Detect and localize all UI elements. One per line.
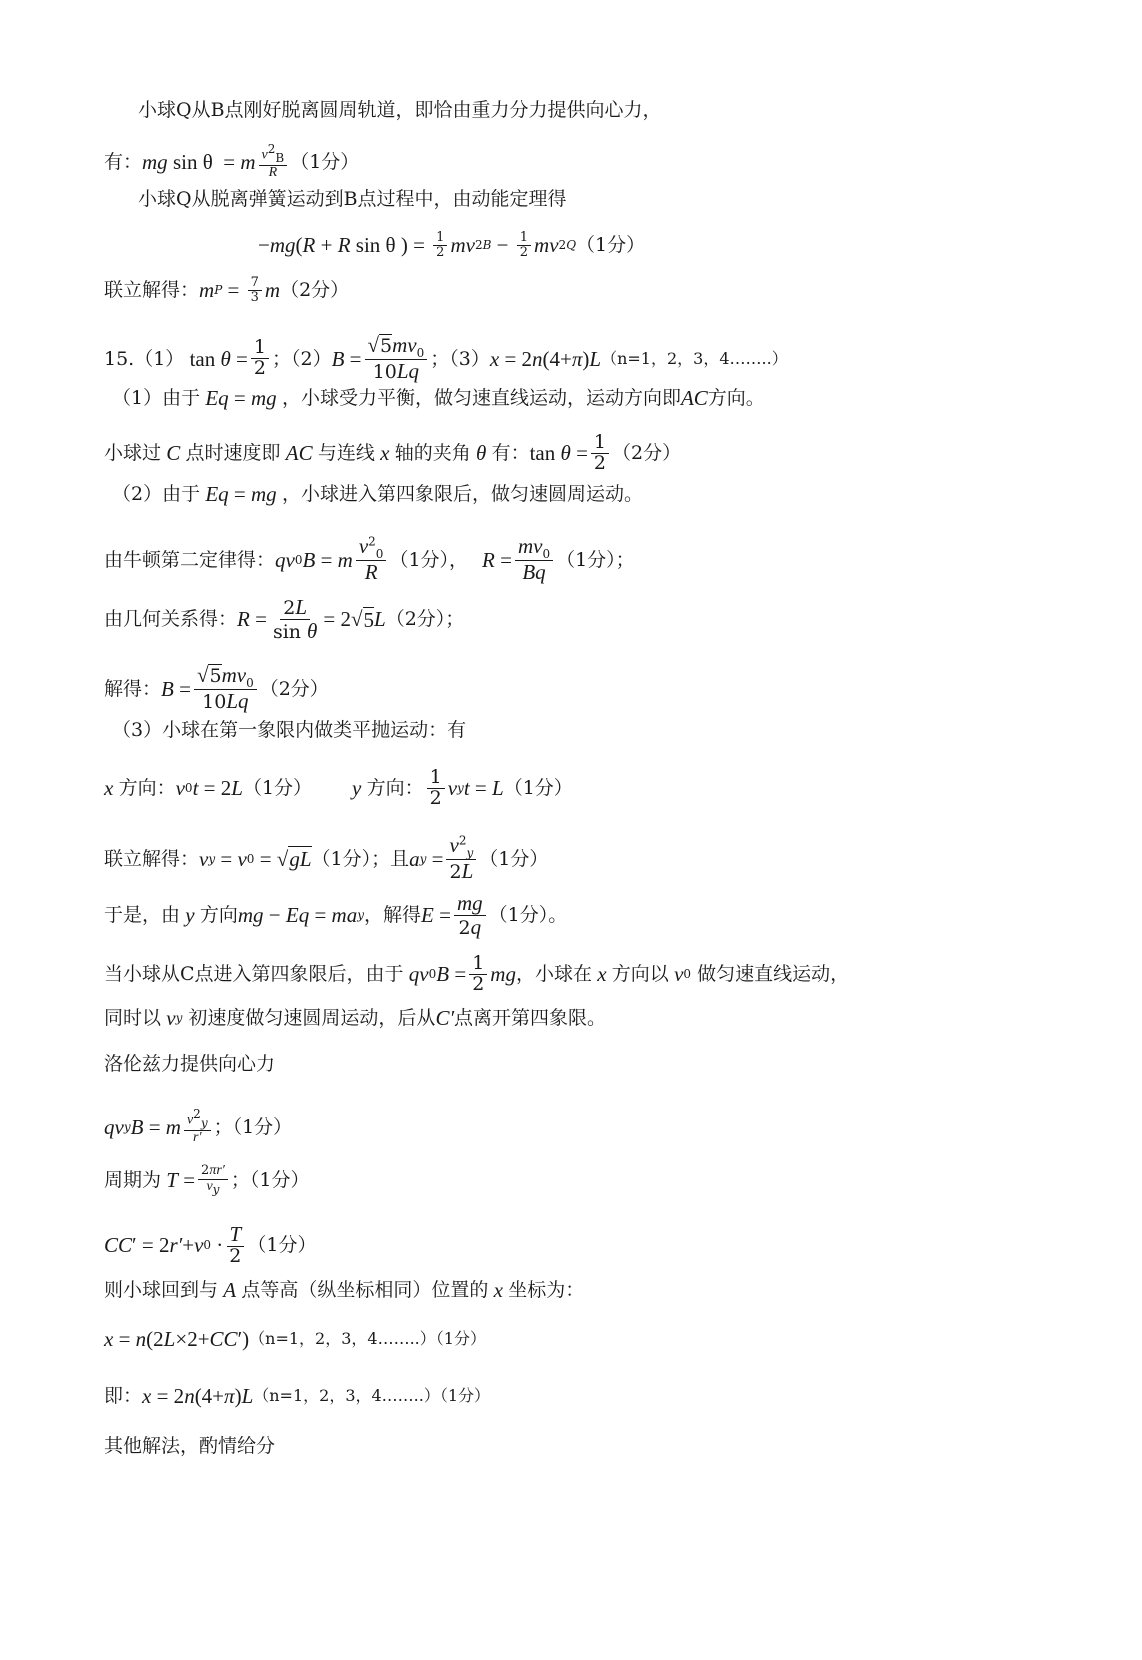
- text: 联立解得：: [104, 279, 200, 302]
- part3-lorentz-equation: qv y B = m $\frac{v^2_y}{r'}$ ；（1分）: [104, 1107, 293, 1145]
- n-range: （n=1，2，3，4……..）: [601, 348, 788, 368]
- part3-x-final: 即： x = 2 n (4+ π ) L （n=1，2，3，4……..）（1分）: [104, 1384, 491, 1408]
- text: 解得：: [104, 677, 162, 700]
- score: ；（1分）: [213, 1115, 293, 1138]
- part1-line2: 小球过 C 点时速度即 AC 与连线 x 轴的夹角 θ 有： tan θ = $\frac{1}{2}$ （2分）: [104, 431, 682, 474]
- text: 则小球回到与: [104, 1279, 219, 1301]
- text: 做匀速直线运动，: [697, 963, 850, 986]
- score: （1分）；且: [311, 847, 410, 870]
- part3-period: 周期为 T = $\frac{2\pi r'}{v_y}$ ；（1分）: [104, 1163, 310, 1197]
- text: ，小球在: [515, 963, 592, 986]
- part3-solve-e: 于是，由 y 方向 mg − Eq = ma y ，解得 E = $\frac{mg}{2q}$ （1分）。: [104, 891, 568, 939]
- score: （2分）: [259, 677, 329, 700]
- part3-circular-motion: 同时以 v y 初速度做匀速圆周运动，后从 C′ 点离开第四象限。: [104, 1006, 607, 1030]
- part2-newton: 由牛顿第二定律得： qv 0 B = m $\frac{v^2_0}{R}$ （1分）， R = $\frac{mv_0}{Bq}$ （1分）；: [104, 534, 635, 585]
- score: （1分）: [479, 847, 549, 870]
- text: 即：: [104, 1385, 143, 1407]
- text: 有：: [104, 150, 143, 173]
- part3-cc-prime: CC ′ = 2 r′ + v 0 · $\frac{T}{2}$ （1分）: [104, 1222, 317, 1267]
- text: ；（3）: [430, 347, 490, 370]
- text: ，解得: [364, 904, 422, 927]
- other-methods-note: [104, 1434, 1102, 1458]
- part3-x-general: x = n (2 L ×2+ CC ′) （n=1，2，3，4……..）（1分）: [104, 1327, 486, 1351]
- text: 于是，由: [104, 904, 181, 927]
- q15-answers: 15.（1） tan θ = $\frac{1}{2}$ ；（2） B = $\frac{√5mv_0}{10Lq}$ ；（3） x = 2 n (4+ π ) L （n=1，2，3，4……..）: [104, 333, 788, 384]
- text: 同时以: [104, 1007, 162, 1029]
- line-solve-mp: 联立解得： m P = $\frac{7}{3}$ m （2分）: [104, 275, 350, 305]
- text: 方向：: [118, 777, 176, 800]
- text: ，小球进入第四象限后，做匀速圆周运动。: [281, 483, 643, 505]
- text: 周期为: [104, 1168, 162, 1191]
- text: 坐标为：: [508, 1279, 585, 1301]
- text: 其他解法，酌情给分: [104, 1435, 276, 1457]
- score: （2分）: [280, 279, 350, 302]
- score: （2分）；: [385, 608, 465, 631]
- text: 点离开第四象限。: [454, 1007, 607, 1029]
- text: 与连线: [317, 442, 375, 465]
- n-range-score: （n=1，2，3，4……..）（1分）: [253, 1386, 491, 1405]
- line-energy-equation: − mg ( R + R sin θ ) = $\frac{1}{2}$ mv 2 B − $\frac{1}{2}$ mv 2 Q （1分）: [258, 230, 646, 260]
- text: 点等高（纵坐标相同）位置的: [241, 1279, 489, 1301]
- part3-fourth-quadrant: 当小球从C点进入第四象限后，由于 qv 0 B = $\frac{1}{2}$ mg ，小球在 x 方向以 v 0 做匀速直线运动，: [104, 952, 850, 995]
- formula: mg: [142, 149, 168, 174]
- score: ；（1分）: [230, 1168, 310, 1191]
- line-ball-q-leaves-track: [138, 98, 1102, 122]
- text: 洛伦兹力提供向心力: [104, 1053, 276, 1075]
- score: （2分）: [612, 442, 682, 465]
- text: 轴的夹角: [394, 442, 471, 465]
- n-range-score: （n=1，2，3，4……..）（1分）: [249, 1329, 486, 1348]
- score: （1分）: [576, 234, 646, 257]
- score: （1分）: [290, 150, 360, 173]
- fraction-vb2-over-r: $\frac{v^2_B}{R}$: [259, 143, 288, 180]
- part2-geometry: 由几何关系得： R = $\frac{2L}{\text{sin θ}}$ = 2√ 5 L （2分）；: [104, 595, 465, 643]
- text: 初速度做匀速圆周运动，后从: [188, 1007, 436, 1029]
- text: 点时速度即: [185, 442, 281, 465]
- text: 方向。: [707, 387, 765, 409]
- part2-line1: （2）由于 Eq = mg ，小球进入第四象限后，做匀速圆周运动。: [112, 482, 643, 506]
- part1-line1: （1）由于 Eq = mg ，小球受力平衡，做匀速直线运动，运动方向即 AC 方向。: [112, 386, 765, 410]
- question-number: 15.（1）: [104, 347, 185, 370]
- text: 小球过: [104, 442, 162, 465]
- text: 由几何关系得：: [104, 608, 238, 631]
- score: （1分）。: [488, 904, 568, 927]
- text: 小球Q从B点刚好脱离圆周轨道，即恰由重力分力提供向心力，: [138, 99, 662, 121]
- score: （1分）；: [556, 548, 635, 571]
- text: ；（2）: [271, 347, 332, 370]
- part3-components: x 方向： v 0 t = 2 L （1分） y 方向： $\frac{1}{2}$ v y t = L （1分）: [104, 766, 573, 809]
- text: 当小球从C点进入第四象限后，由于: [104, 963, 404, 986]
- text: 小球Q从脱离弹簧运动到B点过程中，由动能定理得: [138, 188, 567, 210]
- text: （1）由于: [112, 387, 201, 409]
- line-centripetal-equation: 有： mg sin θ = m $\frac{v^2_B}{R}$ （1分）: [104, 142, 360, 180]
- text: （3）小球在第一象限内做类平抛运动：有: [112, 719, 467, 741]
- text: 方向以: [611, 963, 669, 986]
- text: 方向: [199, 904, 238, 927]
- text: （2）由于: [112, 483, 201, 505]
- part2-result: 解得： B = $\frac{√5mv_0}{10Lq}$ （2分）: [104, 663, 329, 714]
- score: （1分）: [503, 777, 573, 800]
- text: ，小球受力平衡，做匀速直线运动，运动方向即: [281, 387, 681, 409]
- score: （1分）: [247, 1233, 317, 1256]
- line-energy-theorem-intro: [138, 187, 1102, 211]
- text: 有：: [491, 442, 530, 465]
- score: （1分），: [389, 548, 469, 571]
- text: 方向：: [366, 777, 424, 800]
- part3-return-intro: 则小球回到与 A 点等高（纵坐标相同）位置的 x 坐标为：: [104, 1278, 585, 1302]
- text: 联立解得：: [104, 847, 200, 870]
- part3-solve-vy: 联立解得： v y = v 0 = √ gL （1分）；且 a y = $\frac{v^2_y}{2L}$ （1分）: [104, 833, 549, 884]
- text: 由牛顿第二定律得：: [104, 548, 276, 571]
- part3-intro: [112, 718, 1102, 742]
- part3-lorentz-intro: [104, 1052, 1102, 1076]
- score: （1分）: [242, 777, 313, 800]
